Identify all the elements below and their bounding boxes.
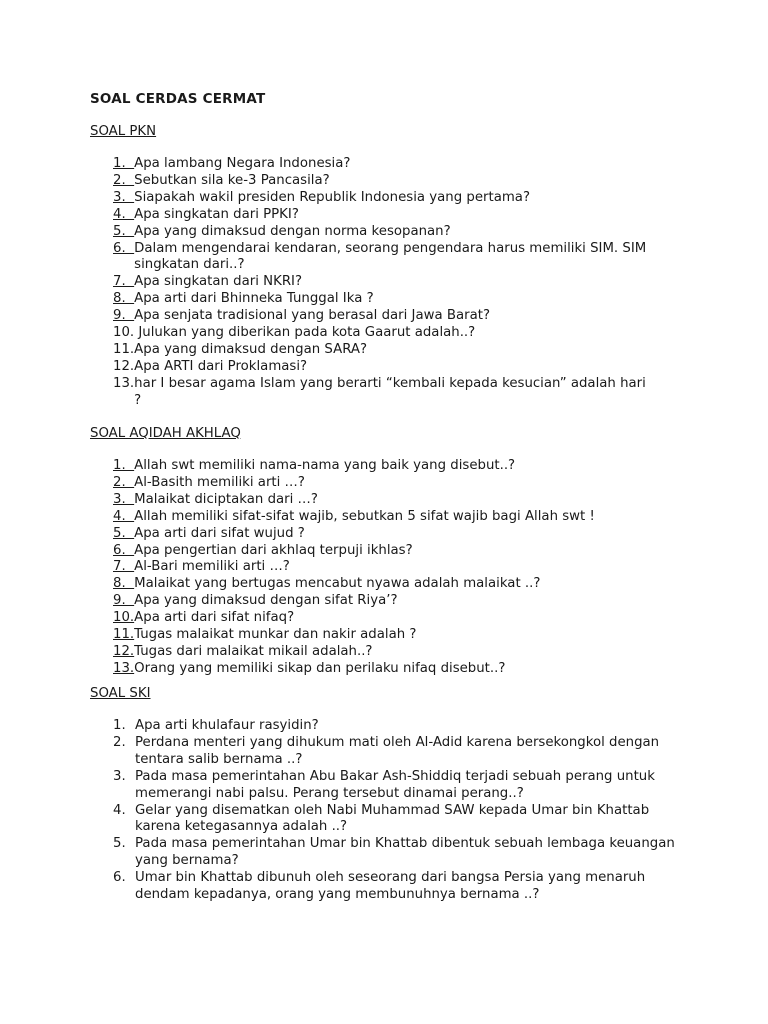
question-text: Apa ARTI dari Proklamasi? [134,358,308,374]
question-text: Apa singkatan dari PPKI? [134,206,299,222]
question-item [113,274,653,291]
question-item [113,627,673,644]
question-text: Tugas malaikat munkar dan nakir adalah ? [134,627,417,643]
question-text: Gelar yang disematkan oleh Nabi Muhammad SAW kepada Umar bin Khattab karena ketegasannya adalah ..? [135,802,650,835]
question-text: Apa senjata tradisional yang berasal dari Jawa Barat? [134,308,491,324]
question-text: Malaikat yang bertugas mencabut nyawa adalah malaikat ..? [134,576,541,592]
section-heading-ski: SOAL SKI [90,686,151,701]
question-number: 5. [113,836,126,852]
question-item [113,593,673,610]
question-text: Apa yang dimaksud dengan norma kesopanan? [134,223,451,239]
question-item [113,173,653,190]
question-item [113,718,683,735]
question-item [113,376,653,410]
question-text: Al-Basith memiliki arti …? [134,474,305,490]
question-number: 1. [113,718,126,733]
question-text: Apa pengertian dari akhlaq terpuji ikhlas? [134,542,413,558]
question-number: 10. [113,610,135,626]
question-text: Julukan yang diberikan pada kota Gaarut adalah..? [138,325,476,341]
question-text: Allah memiliki sifat-sifat wajib, sebutkan 5 sifat wajib bagi Allah swt ! [134,508,595,524]
question-item [113,156,653,173]
question-item [113,644,673,661]
question-number: 5. [113,525,135,541]
question-item [113,610,673,627]
question-number: 9. [113,308,135,324]
question-number: 11. [113,341,135,357]
question-item [113,769,683,803]
question-text: Apa yang dimaksud dengan sifat Riya’? [134,593,398,609]
question-text: Sebutkan sila ke-3 Pancasila? [134,172,330,188]
question-item [113,291,653,308]
question-text: Apa arti dari sifat nifaq? [134,610,295,626]
question-list-pkn [113,156,653,410]
question-item [113,735,683,769]
question-number: 13. [113,375,135,391]
question-text: Apa arti khulafaur rasyidin? [135,718,319,733]
question-number: 2. [113,172,135,188]
question-item [113,342,653,359]
question-item [113,241,653,275]
question-item [113,207,653,224]
question-number: 5. [113,223,135,239]
question-item [113,509,673,526]
question-item [113,458,673,475]
question-list-ski [113,718,683,904]
question-number: 6. [113,870,126,886]
question-number: 8. [113,576,135,592]
question-item [113,224,653,241]
question-number: 12. [113,358,135,374]
question-item [113,836,683,870]
question-text: Pada masa pemerintahan Abu Bakar Ash-Shiddiq terjadi sebuah perang untuk memerangi nabi palsu. Perang tersebut dinamai perang..? [135,768,655,801]
question-number: 3. [113,768,126,784]
question-number: 13. [113,660,135,676]
section-heading-pkn: SOAL PKN [90,124,157,139]
question-text: Dalam mengendarai kendaran, seorang pengendara harus memiliki SIM. SIM singkatan dari..? [134,240,647,273]
question-item [113,661,673,678]
question-item [113,308,653,325]
question-number: 4. [113,206,135,222]
question-number: 6. [113,240,135,256]
question-number: 12. [113,643,135,659]
question-text: Tugas dari malaikat mikail adalah..? [134,643,373,659]
question-text: Malaikat diciptakan dari …? [134,491,318,507]
question-text: Siapakah wakil presiden Republik Indonesia yang pertama? [134,189,531,205]
question-text: Umar bin Khattab dibunuh oleh seseorang dari bangsa Persia yang menaruh dendam kepadanya, orang yang membunuhnya bernama ..? [135,870,646,903]
question-text: har I besar agama Islam yang berarti “kembali kepada kesucian” adalah hari ? [134,375,646,408]
question-number: 6. [113,542,135,558]
question-text: Pada masa pemerintahan Umar bin Khattab dibentuk sebuah lembaga keuangan yang bernama? [135,836,675,869]
question-item [113,526,673,543]
question-item [113,559,673,576]
question-text: Al-Bari memiliki arti …? [134,559,290,575]
question-number: 7. [113,274,135,290]
question-item [113,492,673,509]
question-item [113,359,653,376]
question-text: Apa lambang Negara Indonesia? [134,156,351,171]
question-item [113,190,653,207]
question-number: 7. [113,559,135,575]
question-item [113,325,653,342]
question-text: Apa yang dimaksud dengan SARA? [134,341,368,357]
question-text: Apa arti dari sifat wujud ? [134,525,305,541]
question-list-aqidah-akhlaq [113,458,673,678]
question-number: 3. [113,189,135,205]
question-item [113,803,683,837]
question-number: 2. [113,734,126,750]
question-number: 4. [113,802,126,818]
question-number: 11. [113,627,135,643]
document-title: SOAL CERDAS CERMAT [90,91,266,107]
question-number: 8. [113,291,135,307]
question-item [113,475,673,492]
question-number: 3. [113,491,135,507]
question-text: Perdana menteri yang dihukum mati oleh Al-Adid karena bersekongkol dengan tentara salib bernama ..? [135,734,660,767]
question-number: 2. [113,474,135,490]
section-heading-aqidah-akhlaq: SOAL AQIDAH AKHLAQ [90,426,241,441]
question-text: Apa singkatan dari NKRI? [134,274,303,290]
question-item [113,870,683,904]
question-item [113,576,673,593]
question-number: 4. [113,508,135,524]
question-number: 9. [113,593,135,609]
question-text: Apa arti dari Bhinneka Tunggal Ika ? [134,291,374,307]
question-number: 10. [113,325,139,341]
question-number: 1. [113,156,135,171]
question-text: Orang yang memiliki sikap dan perilaku nifaq disebut..? [134,660,506,676]
question-number: 1. [113,458,135,473]
question-text: Allah swt memiliki nama-nama yang baik yang disebut..? [134,458,516,473]
question-item [113,543,673,560]
